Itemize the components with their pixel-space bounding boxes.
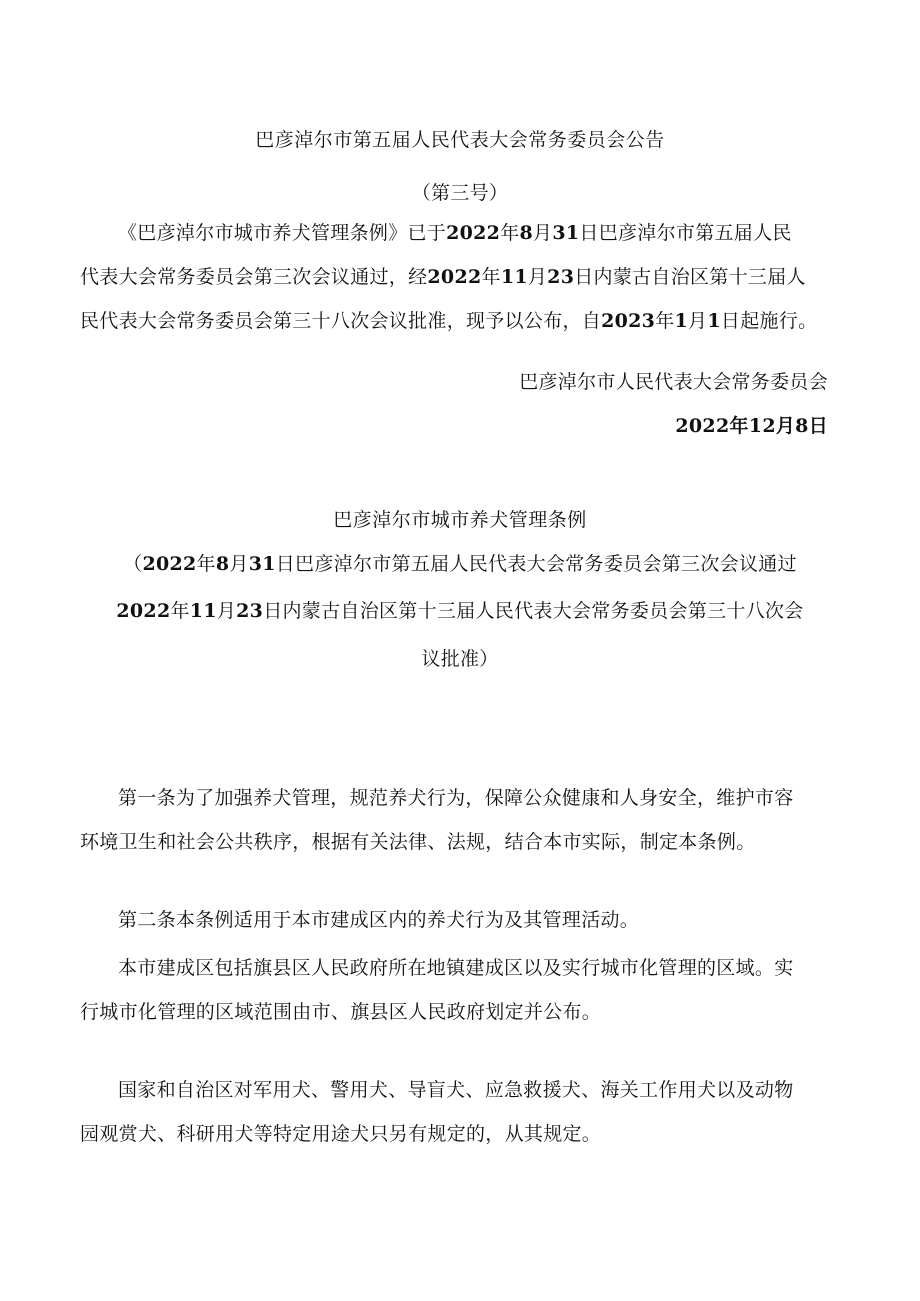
announcement-date: 2022年12月8日 <box>675 415 828 437</box>
article-1-line-1: 第一条为了加强养犬管理，规范养犬行为，保障公众健康和人身安全，维护市容 <box>118 787 794 809</box>
regulation-subtitle-line-1: （2022年8月31日巴彦淖尔市第五届人民代表大会常务委员会第三次会议通过 <box>123 553 797 575</box>
announcement-body-line-3: 民代表大会常务委员会第三十八次会议批准，现予以公布，自2023年1月1日起施行。 <box>80 310 818 332</box>
article-2-p3-line-1: 国家和自治区对军用犬、警用犬、导盲犬、应急救援犬、海关工作用犬以及动物 <box>118 1079 794 1101</box>
article-1-line-2: 环境卫生和社会公共秩序，根据有关法律、法规，结合本市实际，制定本条例。 <box>80 831 756 853</box>
announcement-body-line-1: 《巴彦淖尔市城市养犬管理条例》已于2022年8月31日巴彦淖尔市第五届人民 <box>118 222 792 244</box>
article-2-line: 第二条本条例适用于本市建成区内的养犬行为及其管理活动。 <box>118 909 640 931</box>
regulation-subtitle-line-2: 2022年11月23日内蒙古自治区第十三届人民代表大会常务委员会第三十八次会 <box>116 600 804 622</box>
article-2-p3-line-2: 园观赏犬、科研用犬等特定用途犬只另有规定的，从其规定。 <box>80 1123 602 1145</box>
regulation-title: 巴彦淖尔市城市养犬管理条例 <box>333 509 587 531</box>
regulation-subtitle-line-3: 议批准） <box>421 648 499 670</box>
article-2-p2-line-1: 本市建成区包括旗县区人民政府所在地镇建成区以及实行城市化管理的区域。实 <box>118 957 794 979</box>
announcement-body-line-2: 代表大会常务委员会第三次会议通过，经2022年11月23日内蒙古自治区第十三届人 <box>80 266 806 288</box>
announcement-title: 巴彦淖尔市第五届人民代表大会常务委员会公告 <box>255 129 665 151</box>
article-2-p2-line-2: 行城市化管理的区域范围由市、旗县区人民政府划定并公布。 <box>80 1001 602 1023</box>
announcement-number: （第三号） <box>411 182 509 204</box>
announcement-issuer: 巴彦淖尔市人民代表大会常务委员会 <box>519 371 828 393</box>
